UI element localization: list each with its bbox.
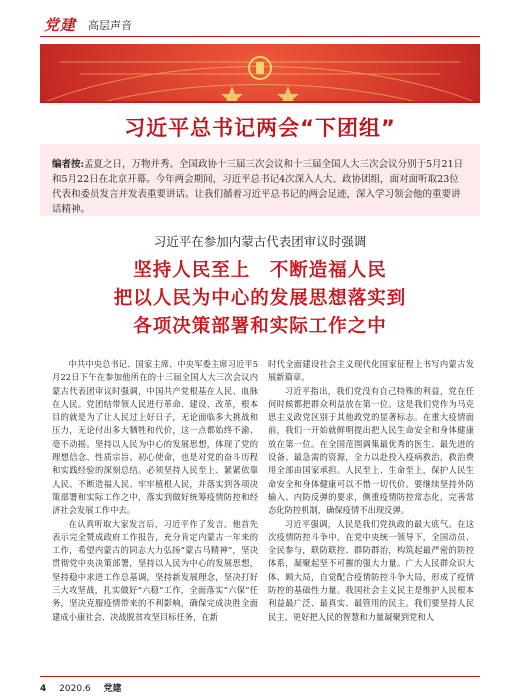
article-column-right xyxy=(268,358,474,624)
header-divider xyxy=(40,36,480,37)
headline-line-1: 坚持人民至上 不断造福人民 xyxy=(133,260,387,281)
body-paragraph: 在认真听取大家发言后，习近平作了发言。他首先表示完全赞成政府工作报告，充分肯定内蒙古一年来的工作，希望内蒙古的同志大力弘扬“蒙古马精神”，坚决贯彻党中央决策部署，坚持以人民为中心的发展思想，坚持稳中求进工作总基调，坚持新发展理念，坚决打好三大攻坚战，扎实做好“六稳”工作，全面落实“六保”任务，坚决克服疫情带来的不利影响，确保完成决胜全面建成小康社会、决战脱贫攻坚目标任务，在新 xyxy=(52,518,258,622)
article-subheading: 习近平在参加内蒙古代表团审议时强调 xyxy=(153,234,367,249)
headline-line-3: 各项决策部署和实际工作之中 xyxy=(133,316,387,337)
page-footer xyxy=(40,681,132,694)
body-paragraph: 习近平指出，我们党没有自己特殊的利益，党在任何时候都把群众利益放在第一位。这是我们党作为马克思主义政党区别于其他政党的显著标志。在重大疫情面前，我们一开始就鲜明提出把人民生命安全和身体健康放在第一位。在全国范围调集最优秀的医生、最先进的设备、最急需的资源，全力以赴投入疫病救治，救治费用全部由国家承担。人民至上、生命至上，保护人民生命安全和身体健康可以不惜一切代价。要继续坚持外防输入、内防反弹的要求，侧重疫情防控常态化，完善常态化防控机制，确保疫情不出现反弹。 xyxy=(268,385,474,516)
page-header xyxy=(0,0,520,40)
magazine-logo: 党建 xyxy=(44,16,77,34)
body-paragraph: 中共中央总书记、国家主席、中央军委主席习近平5月22日下午在参加他所在的十三届全国人大三次会议内蒙古代表团审议时强调，中国共产党根基在人民、血脉在人民。党团结带领人民进行革命、建设、改革，根本目的就是为了让人民过上好日子，无论面临多大挑战和压力，无论付出多大牺牲和代价，这一点都始终不渝、毫不动摇。坚持以人民为中心的发展思想，体现了党的理想信念、性质宗旨、初心使命，也是对党的奋斗历程和实践经验的深刻总结。必须坚持人民至上、紧紧依靠人民、不断造福人民、牢牢植根人民，并落实到各项决策部署和实际工作之中，落实到做好统筹疫情防控和经济社会发展工作中去。 xyxy=(52,359,258,516)
body-paragraph: 习近平强调，人民是我们党执政的最大底气。在这次疫情防控斗争中，在党中央统一领导下，全国动员、全民参与，联防联控、群防群治，构筑起最严密的防控体系，凝聚起坚不可摧的强大力量。广大人民群众识大体、顾大局，自觉配合疫情防控斗争大局，形成了疫情防控的基础性力量。我国社会主义民主是维护人民根本利益最广泛、最真实、最管用的民主。我们要坚持人民民主，更好把人民的智慧和力量凝聚到党和人 xyxy=(268,518,474,622)
editor-note-text: 孟夏之日，万物并秀。全国政协十三届三次会议和十三届全国人大三次会议分别于5月21日和5月22日在北京开幕。今年两会期间，习近平总书记4次深入人大、政协团组，面对面听取23位代表和委员发言并发表重要讲话。让我们循着习近平总书记的两会足迹，深入学习领会他的重要讲话精神。 xyxy=(52,159,464,215)
editor-note-lead: 编者按: xyxy=(52,159,85,170)
editor-note xyxy=(52,157,468,217)
headline-line-2: 把以人民为中心的发展思想落实到 xyxy=(113,288,407,309)
page-number: 4 xyxy=(40,684,47,694)
section-name: 高层声音 xyxy=(88,19,132,32)
magazine-name: 党建 xyxy=(103,684,122,694)
article-column-left xyxy=(52,358,258,624)
body-paragraph-continuation: 时代全面建设社会主义现代化国家征程上书写内蒙古发展新篇章。 xyxy=(268,359,474,383)
feature-title: 习近平总书记两会“下团组” xyxy=(124,116,396,140)
issue-number: 2020.6 xyxy=(59,684,91,694)
footer-divider xyxy=(40,676,480,677)
